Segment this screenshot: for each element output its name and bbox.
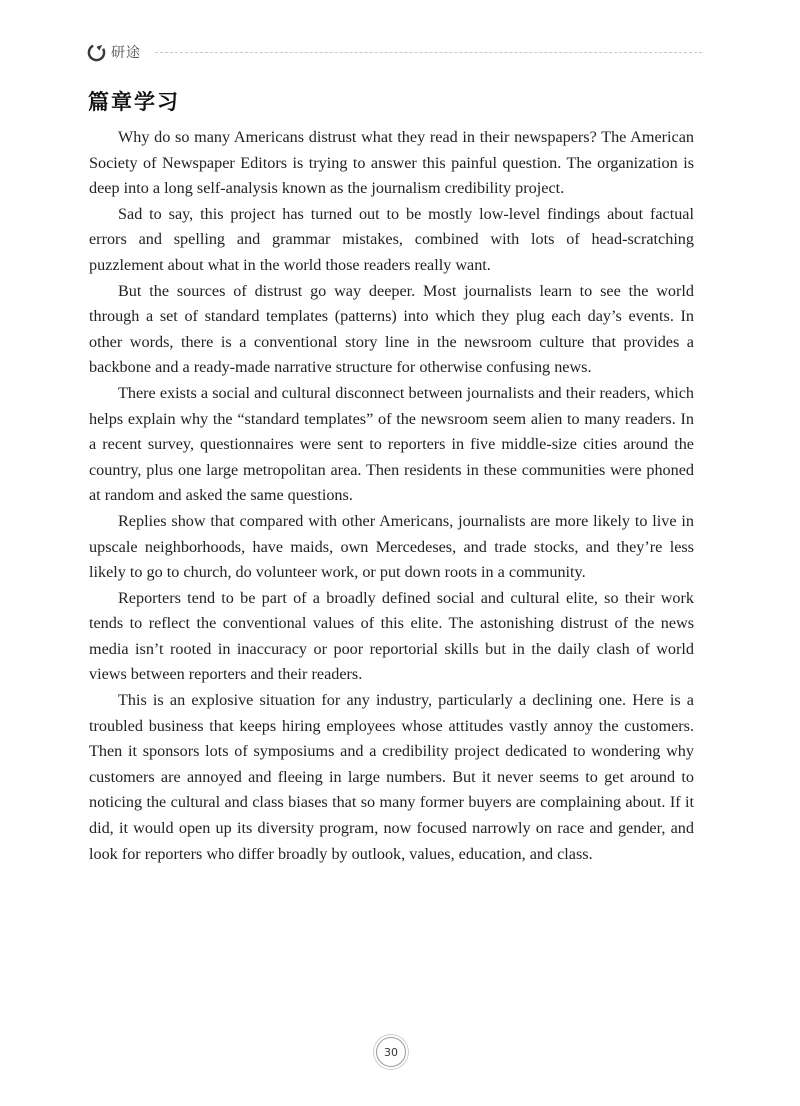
paragraph: But the sources of distrust go way deeper. Most journalists learn to see the world through a set of standard templates (patterns) into which they plug each day’s events. In other words, there is a conventional story line in the newsroom culture that provides a backbone and a ready-made narrative structure for otherwise confusing news. — [89, 281, 694, 377]
paragraph: There exists a social and cultural disconnect between journalists and their readers, which helps explain why the “standard templates” of the newsroom seem alien to many readers. In a recent survey, questionnaires were sent to reporters in five middle-size cities around the country, plus one large metropolitan area. Then residents in these communities were phoned at random and asked the same questions. — [89, 383, 694, 505]
paragraph: Replies show that compared with other Americans, journalists are more likely to live in upscale neighborhoods, have maids, own Mercedeses, and trade stocks, and they’re less likely to go to church, do volunteer work, or put down roots in a community. — [89, 511, 694, 582]
logo-text: 研途 — [111, 45, 141, 61]
page-header — [87, 40, 702, 64]
header-divider — [155, 52, 702, 53]
paragraph: Why do so many Americans distrust what they read in their newspapers? The American Society of Newspaper Editors is trying to answer this painful question. The organization is deep into a long self-analysis known as the journalism credibility project. — [89, 128, 694, 198]
article-body — [89, 125, 694, 867]
section-title: 篇章学习 — [88, 90, 180, 114]
logo-icon — [87, 43, 106, 62]
paragraph: Sad to say, this project has turned out to be mostly low-level findings about factual errors and spelling and grammar mistakes, combined with lots of head-scratching puzzlement about what in the world those readers really want. — [89, 204, 694, 274]
page-number: 30 — [376, 1037, 406, 1067]
paragraph: This is an explosive situation for any industry, particularly a declining one. Here is a troubled business that keeps hiring employees whose attitudes vastly annoy the customers. Then it sponsors lots of symposiums and a credibility project dedicated to wondering why customers are annoyed and fleeing in large numbers. But it never seems to get around to noticing the cultural and class biases that so many former buyers are complaining about. If it did, it would open up its diversity program, now focused narrowly on race and gender, and look for reporters who differ broadly by outlook, values, education, and class. — [89, 691, 694, 863]
paragraph: Reporters tend to be part of a broadly defined social and cultural elite, so their work tends to reflect the conventional values of this elite. The astonishing distrust of the news media isn’t rooted in inaccuracy or poor reportorial skills but in the daily clash of world views between reporters and their readers. — [89, 588, 694, 684]
